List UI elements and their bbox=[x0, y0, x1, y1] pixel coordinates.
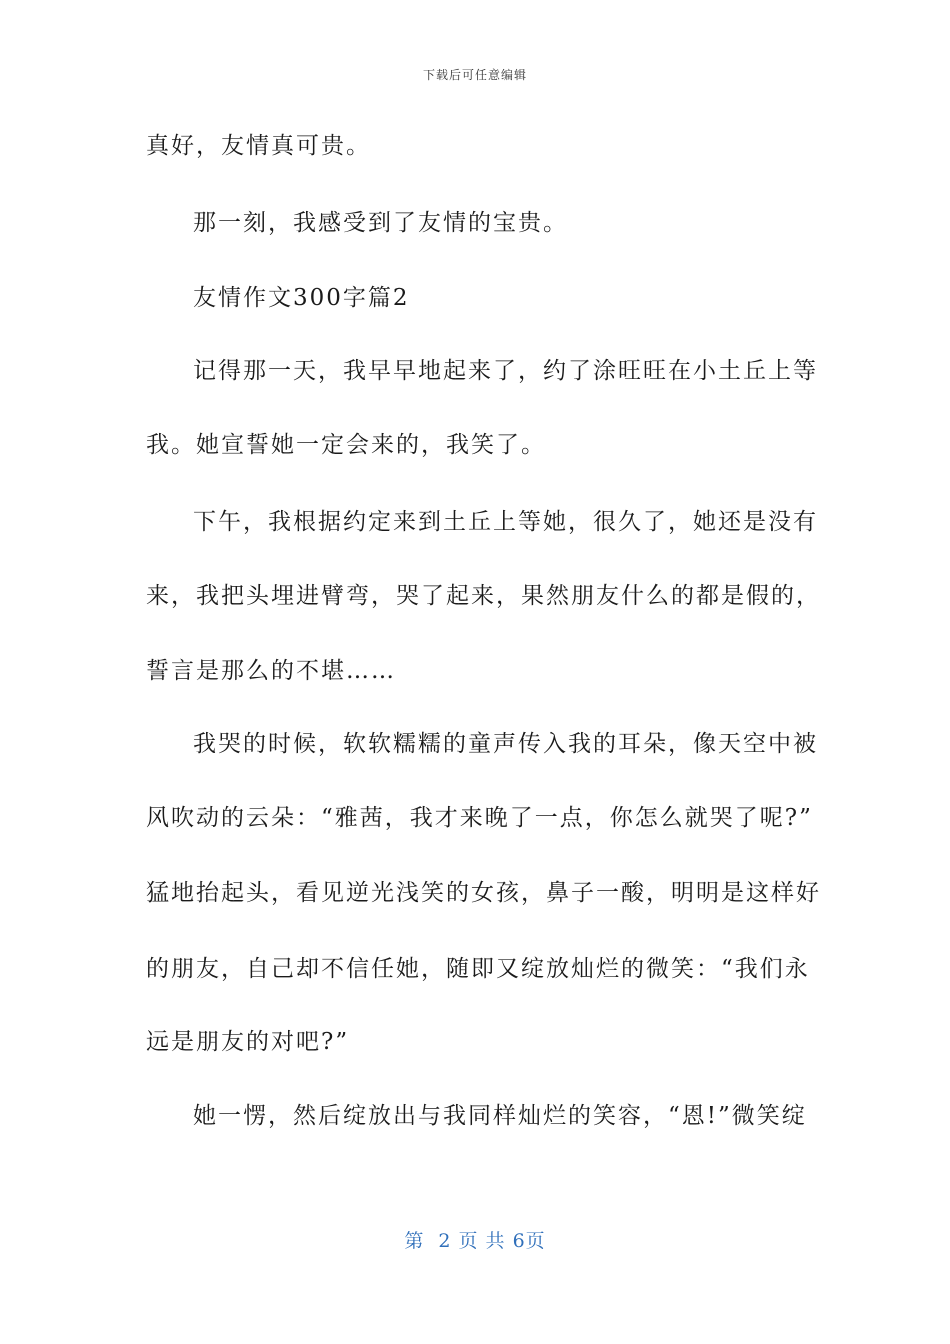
text-line: 誓言是那么的不堪…… bbox=[146, 658, 396, 684]
text-line: 记得那一天，我早早地起来了，约了涂旺旺在小土丘上等 bbox=[193, 358, 818, 384]
page-number-footer: 第 2 页 共 6页 bbox=[404, 1230, 546, 1252]
text-line: 来，我把头埋进臂弯，哭了起来，果然朋友什么的都是假的， bbox=[146, 583, 821, 609]
text-line: 那一刻，我感受到了友情的宝贵。 bbox=[193, 210, 568, 236]
text-line: 风吹动的云朵：“雅茜，我才来晚了一点，你怎么就哭了呢?” bbox=[146, 805, 813, 831]
text-line: 远是朋友的对吧?” bbox=[146, 1029, 350, 1055]
page-header: 下载后可任意编辑 bbox=[422, 68, 527, 82]
text-line: 猛地抬起头，看见逆光浅笑的女孩，鼻子一酸，明明是这样好 bbox=[146, 880, 821, 906]
text-line: 下午，我根据约定来到土丘上等她，很久了，她还是没有 bbox=[193, 509, 818, 535]
text-line: 她一愣，然后绽放出与我同样灿烂的笑容，“恩!”微笑绽 bbox=[193, 1103, 807, 1129]
text-line: 我。她宣誓她一定会来的，我笑了。 bbox=[146, 432, 546, 458]
text-line: 的朋友，自己却不信任她，随即又绽放灿烂的微笑：“我们永 bbox=[146, 956, 810, 982]
section-heading: 友情作文300字篇2 bbox=[193, 285, 410, 311]
text-line: 真好，友情真可贵。 bbox=[146, 133, 371, 159]
text-line: 我哭的时候，软软糯糯的童声传入我的耳朵，像天空中被 bbox=[193, 731, 818, 757]
